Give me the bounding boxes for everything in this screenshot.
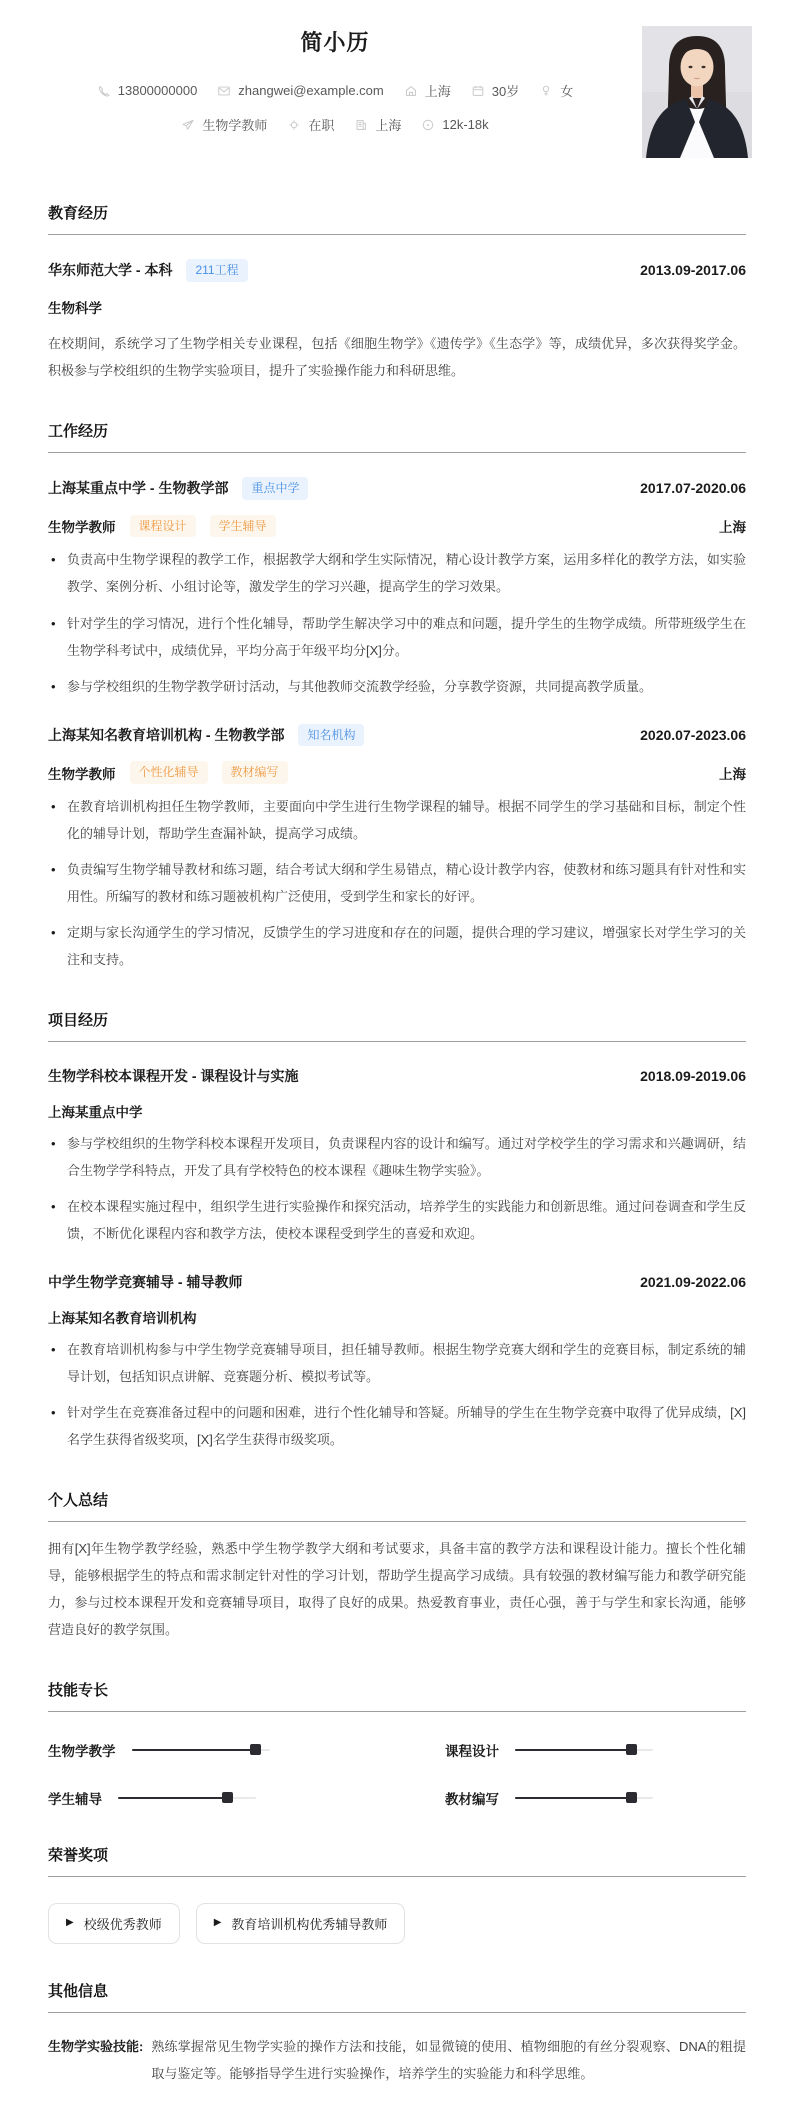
bullet-item: • 在校本课程实施过程中，组织学生进行实验操作和探究活动，培养学生的实践能力和创新思维。通过问卷调查和学生反馈，不断优化课程内容和教学方法，使校本课程受到学生的喜爱和欢迎。 [48, 1193, 746, 1247]
contact-row-2 [48, 115, 622, 134]
status-icon [287, 118, 301, 132]
profile-photo [642, 26, 752, 158]
project-org: 上海某重点中学 [48, 1105, 143, 1121]
skill-slider[interactable] [515, 1792, 653, 1804]
contact-city-value: 上海 [375, 118, 402, 133]
contact-row-1 [48, 81, 622, 100]
contact-position [181, 115, 267, 134]
contact-phone-value: 13800000000 [117, 83, 198, 98]
slider-handle[interactable] [626, 1792, 637, 1803]
section-title-summary: 个人总结 [48, 1489, 746, 1522]
skill-name: 学生辅导 [48, 1791, 102, 1807]
contact-email-value: zhangwei@example.com [238, 83, 384, 98]
school-tag: 211工程 [186, 259, 247, 282]
section-title-other: 其他信息 [48, 1980, 746, 2013]
skill-row [445, 1788, 746, 1808]
project-name: 生物学科校本课程开发 - 课程设计与实施 [48, 1068, 299, 1085]
honor-badge-label: 校级优秀教师 [83, 1916, 162, 1932]
section-title-skills: 技能专长 [48, 1679, 746, 1712]
play-icon: ▶ [66, 1917, 74, 1929]
major-name: 生物科学 [48, 300, 102, 316]
skills-grid [48, 1740, 746, 1808]
work-date: 2020.07-2023.06 [640, 727, 746, 743]
slider-handle[interactable] [222, 1792, 233, 1803]
summary-text: 拥有[X]年生物学教学经验，熟悉中学生物学教学大纲和考试要求，具备丰富的教学方法和课程设计能力。擅长个性化辅导，能够根据学生的特点和需求制定针对性的学习计划，帮助学生提高学习成绩。具有较强的教材编写能力和教学研究能力，参与过校本课程开发和竞赛辅导项目，取得了良好的成果。热爱教育事业，责任心强，善于与学生和家长沟通，能够营造良好的教学氛围。 [48, 1540, 746, 1637]
slider-fill [515, 1749, 632, 1751]
contact-location-value: 上海 [424, 84, 451, 99]
skill-row [48, 1788, 349, 1808]
bullet-item: • 在教育培训机构参与中学生物学竞赛辅导项目，担任辅导教师。根据生物学竞赛大纲和学生的竞赛目标，制定系统的辅导计划，包括知识点讲解、竞赛题分析、模拟考试等。 [48, 1336, 746, 1390]
role-tag: 课程设计 [130, 515, 196, 538]
work-entry-head [48, 724, 746, 747]
honor-badge[interactable] [196, 1903, 406, 1944]
project-name: 中学生物学竞赛辅导 - 辅导教师 [48, 1273, 243, 1290]
contact-city [354, 115, 401, 134]
contact-gender [539, 81, 573, 100]
bullet-item: • 负责高中生物学课程的教学工作，根据教学大纲和学生实际情况，精心设计教学方案，运用多样化的教学方法，如实验教学、案例分析、小组讨论等，激发学生的学习兴趣，提高学生的学习效果。 [48, 546, 746, 600]
contact-age-value: 30岁 [491, 84, 520, 99]
work-date: 2017.07-2020.06 [640, 480, 746, 497]
section-work [48, 420, 746, 974]
other-info-row [48, 2033, 746, 2087]
work-entry [48, 724, 746, 974]
contact-salary-value: 12k-18k [442, 117, 489, 132]
role-name: 生物学教师 [48, 520, 116, 536]
play-icon: ▶ [213, 1917, 222, 1929]
contact-email [217, 83, 383, 98]
work-location: 上海 [719, 766, 746, 782]
skill-slider[interactable] [515, 1744, 653, 1756]
contact-salary [421, 117, 488, 132]
project-date: 2021.09-2022.06 [640, 1273, 746, 1290]
skill-row [445, 1740, 746, 1760]
work-entry-sub [48, 761, 746, 784]
bullet-item: • 针对学生在竞赛准备过程中的问题和困难，进行个性化辅导和答疑。所辅导的学生在生物学竞赛中取得了优异成绩，[X]名学生获得省级奖项，[X]名学生获得市级奖项。 [48, 1399, 746, 1453]
skill-slider[interactable] [132, 1744, 270, 1756]
section-projects [48, 1009, 746, 1452]
honor-badge[interactable] [48, 1903, 180, 1944]
school-name: 华东师范大学 - 本科 [48, 262, 173, 279]
salary-icon [421, 118, 435, 132]
role-tag: 个性化辅导 [130, 761, 208, 784]
section-other [48, 1980, 746, 2087]
position-icon [181, 118, 195, 132]
slider-handle[interactable] [250, 1744, 261, 1755]
project-entry [48, 1272, 746, 1453]
project-entry-head [48, 1066, 746, 1086]
skill-name: 教材编写 [445, 1791, 499, 1807]
section-title-honors: 荣誉奖项 [48, 1844, 746, 1877]
gender-icon [539, 84, 553, 98]
section-title-work: 工作经历 [48, 420, 746, 453]
work-entry-sub [48, 515, 746, 538]
work-bullet-list [48, 546, 746, 699]
education-description: 在校期间，系统学习了生物学相关专业课程，包括《细胞生物学》《遗传学》《生态学》等，成绩优异，多次获得奖学金。积极参与学校组织的生物学实验项目，提升了实验操作能力和科研思维。 [48, 335, 746, 378]
section-honors [48, 1844, 746, 1944]
contact-gender-value: 女 [560, 84, 574, 99]
bullet-item: • 定期与家长沟通学生的学习情况，反馈学生的学习进度和存在的问题，提供合理的学习建议，增强家长对学生学习的关注和支持。 [48, 919, 746, 973]
contact-position-value: 生物学教师 [202, 118, 268, 133]
bullet-item: • 参与学校组织的生物学教学研讨活动，与其他教师交流教学经验，分享教学资源，共同提高教学质量。 [48, 673, 746, 700]
page-title: 简小历 [300, 30, 370, 55]
skill-slider[interactable] [118, 1792, 256, 1804]
city-icon [354, 118, 368, 132]
role-name: 生物学教师 [48, 766, 116, 782]
contact-status [287, 115, 334, 134]
project-entry-head [48, 1272, 746, 1292]
company-name: 上海某重点中学 - 生物教学部 [48, 480, 229, 497]
project-bullet-list [48, 1130, 746, 1247]
slider-handle[interactable] [626, 1744, 637, 1755]
section-summary [48, 1489, 746, 1643]
company-tag: 知名机构 [298, 724, 364, 747]
section-title-education: 教育经历 [48, 202, 746, 235]
section-skills [48, 1679, 746, 1808]
work-entry [48, 477, 746, 700]
honor-badge-label: 教育培训机构优秀辅导教师 [231, 1916, 388, 1932]
bullet-item: • 负责编写生物学辅导教材和练习题，结合考试大纲和学生易错点，精心设计教学内容，使教材和练习题具有针对性和实用性。所编写的教材和练习题被机构广泛使用，受到学生和家长的好评。 [48, 856, 746, 910]
email-icon [217, 84, 231, 98]
honor-badges [48, 1903, 746, 1944]
phone-icon [97, 84, 111, 98]
project-date: 2018.09-2019.06 [640, 1068, 746, 1085]
role-tag: 学生辅导 [210, 515, 276, 538]
company-tag: 重点中学 [242, 477, 308, 500]
contact-age [471, 81, 519, 100]
age-icon [471, 84, 485, 98]
work-location: 上海 [719, 520, 746, 536]
project-bullet-list [48, 1336, 746, 1453]
slider-fill [515, 1797, 632, 1799]
skill-name: 课程设计 [445, 1743, 499, 1759]
section-title-projects: 项目经历 [48, 1009, 746, 1042]
bullet-item: • 在教育培训机构担任生物学教师，主要面向中学生进行生物学课程的辅导。根据不同学生的学习基础和目标，制定个性化的辅导计划，帮助学生查漏补缺，提高学习成绩。 [48, 793, 746, 847]
education-date: 2013.09-2017.06 [640, 262, 746, 279]
company-name: 上海某知名教育培训机构 - 生物教学部 [48, 727, 285, 743]
bullet-item: • 参与学校组织的生物学科校本课程开发项目，负责课程内容的设计和编写。通过对学校学生的学习需求和兴趣调研，结合生物学学科特点，开发了具有学校特色的校本课程《趣味生物学实验》。 [48, 1130, 746, 1184]
skill-name: 生物学教学 [48, 1743, 116, 1759]
slider-fill [132, 1749, 256, 1751]
education-entry [48, 259, 746, 384]
home-icon [404, 84, 418, 98]
role-tag: 教材编写 [222, 761, 288, 784]
contact-location [404, 81, 451, 100]
project-entry [48, 1066, 746, 1247]
header-text [48, 26, 622, 134]
resume-header [48, 26, 746, 166]
project-org: 上海某知名教育培训机构 [48, 1310, 197, 1326]
other-info-label: 生物学实验技能: [48, 2038, 144, 2054]
contact-status-value: 在职 [308, 118, 335, 133]
section-education [48, 202, 746, 384]
work-bullet-list [48, 793, 746, 973]
contact-phone [97, 83, 198, 98]
education-entry-head [48, 259, 746, 282]
bullet-item: • 针对学生的学习情况，进行个性化辅导，帮助学生解决学习中的难点和问题，提升学生的生物学成绩。所带班级学生在生物学科考试中，成绩优异，平均分高于年级平均分[X]分。 [48, 610, 746, 664]
other-info-text: 熟练掌握常见生物学实验的操作方法和技能，如显微镜的使用、植物细胞的有丝分裂观察、DNA的粗提取与鉴定等。能够指导学生进行实验操作，培养学生的实验能力和科学思维。 [151, 2038, 746, 2081]
skill-row [48, 1740, 349, 1760]
slider-fill [118, 1797, 228, 1799]
work-entry-head [48, 477, 746, 500]
